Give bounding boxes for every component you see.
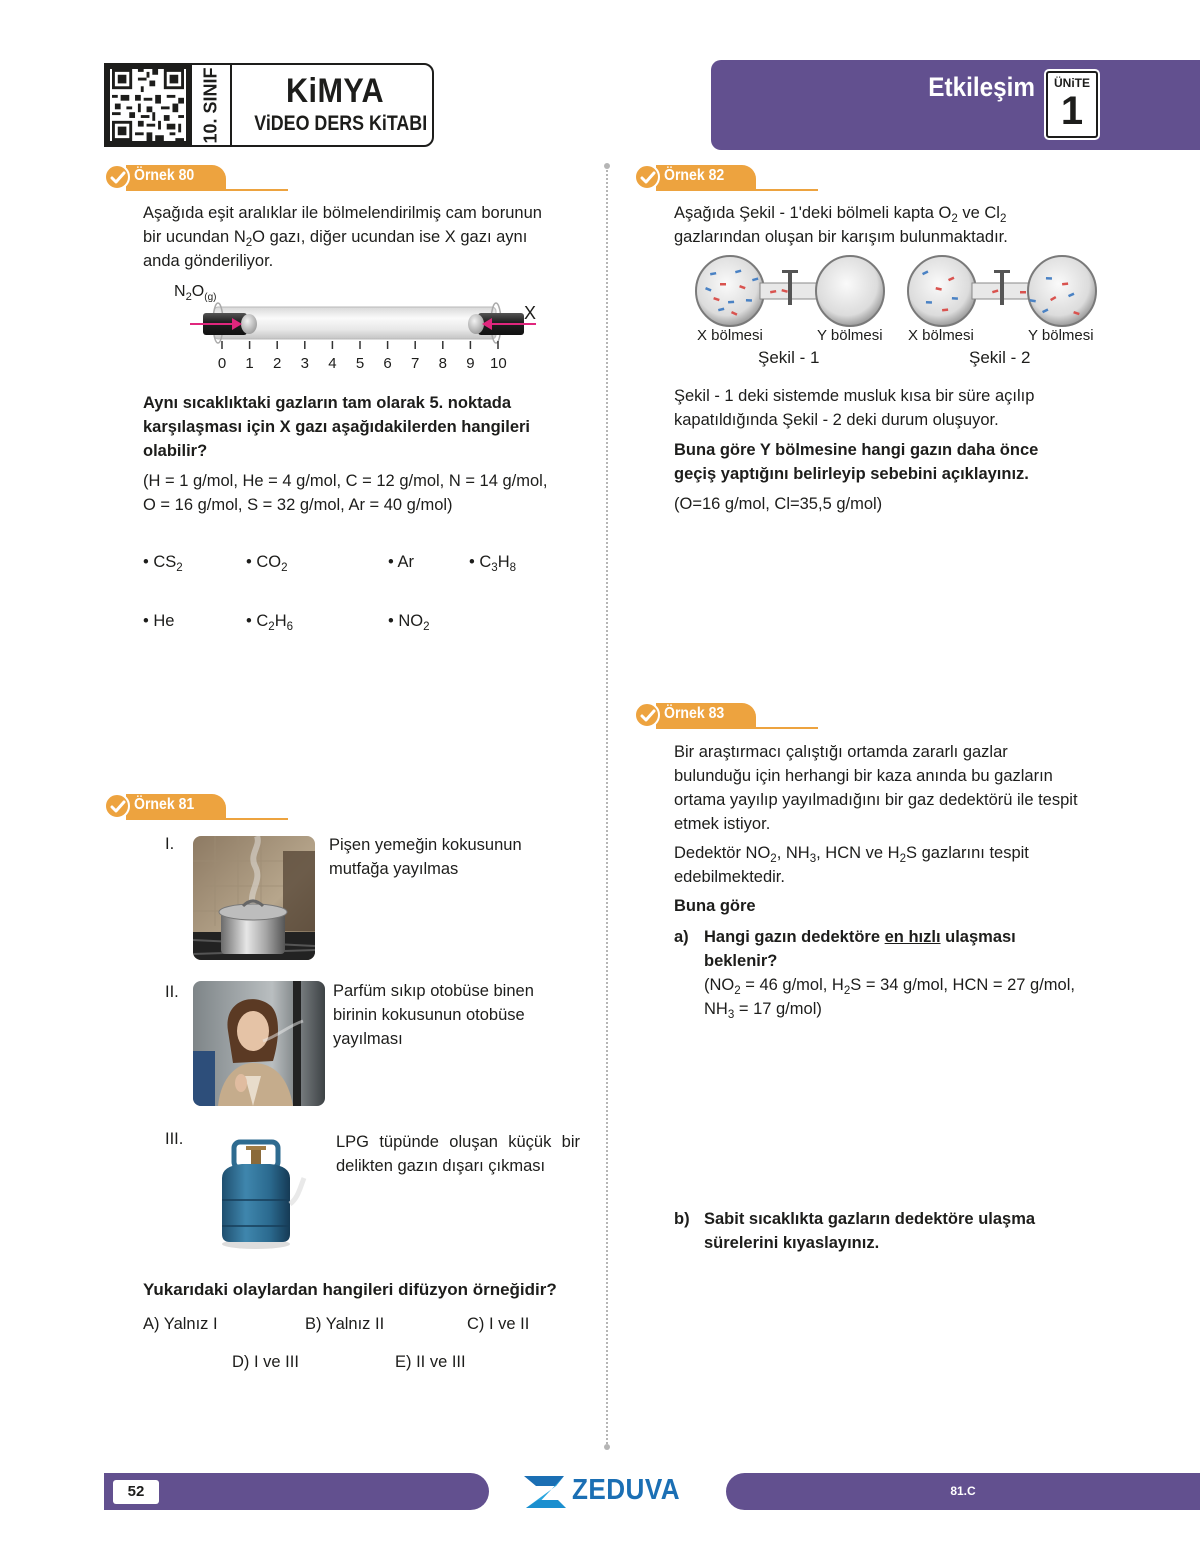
tick-label: 8: [438, 355, 447, 372]
example-83-paragraph2: [674, 841, 1124, 889]
grade-text: 10. SINIF: [200, 67, 221, 144]
example-81-tag: [104, 794, 294, 820]
fig2-caption: Şekil - 2: [969, 348, 1031, 367]
tick-label: 0: [217, 355, 227, 372]
question-b-line: Sabit sıcaklıkta gazların dedektöre ulaşma: [704, 1210, 1036, 1228]
item-numeral: III.: [165, 1130, 184, 1148]
lpg-cylinder-image: [212, 1138, 308, 1250]
example-label: Örnek 83: [664, 705, 725, 722]
example-label: Örnek 80: [134, 167, 195, 184]
item-text-line: yayılması: [333, 1030, 403, 1048]
title-separator: [230, 63, 232, 147]
paragraph-line: edebilmektedir.: [674, 868, 785, 886]
tick-label: 4: [328, 355, 337, 372]
divider-dot-top: [604, 163, 610, 169]
intro-line: bir ucundan $N_2O$ gazı, diğer ucundan ise X gazı aynı: [143, 228, 528, 249]
gas-molecule: [746, 299, 752, 302]
item-text-line: Pişen yemeğin kokusunun: [329, 836, 522, 854]
question-a: [704, 925, 1124, 1021]
left-gas-label: $N_2O_{(g)}$: [174, 283, 217, 303]
glass-tube-diagram: [170, 283, 550, 375]
gas-molecule: [952, 297, 958, 300]
tick-label: 10: [490, 355, 507, 372]
question-a-masses: $NH_3 = 17$ g/mol): [704, 1000, 822, 1021]
brand-name: ZEDUVA: [572, 1474, 681, 1506]
tag-underline: [656, 727, 818, 729]
tick-label: 9: [466, 355, 475, 372]
item-numeral: I.: [165, 835, 175, 853]
answer-key: 81.C: [950, 1484, 976, 1498]
check-icon: [634, 164, 660, 190]
choice-a[interactable]: A) Yalnız I: [143, 1315, 218, 1333]
paragraph-line: bulunduğu için herhangi bir kaza anında bu gazların: [674, 767, 1053, 785]
choice-e[interactable]: E) II ve III: [395, 1353, 466, 1371]
right-gas-label: X: [524, 303, 537, 323]
paragraph-line: etmek istiyor.: [674, 815, 771, 833]
intro-line: Aşağıda Şekil - 1'deki bölmeli kapta $O_2$ ve $Cl_2$: [674, 204, 1007, 225]
gas-option: • $CO_2$: [246, 553, 288, 574]
example-83-tag: [634, 703, 824, 729]
gas-molecule: [728, 301, 734, 304]
gas-option: • $CS_2$: [143, 553, 183, 574]
intro-line: anda gönderiliyor.: [143, 252, 274, 270]
item-text-line: Parfüm sıkıp otobüse binen: [333, 982, 534, 1000]
column-divider: [606, 165, 608, 1448]
gas-option: • $C_2H_6$: [246, 612, 294, 633]
flask-figures: [690, 253, 1100, 329]
fig2-x-label: X bölmesi: [908, 327, 974, 344]
choice-d[interactable]: D) I ve III: [232, 1353, 299, 1371]
tag-underline: [126, 189, 288, 191]
item-1-text: [329, 833, 559, 881]
tick-label: 3: [300, 355, 309, 372]
example-label: Örnek 81: [134, 796, 195, 813]
item-text-line: mutfağa yayılmas: [329, 860, 459, 878]
intro-line: gazlarından oluşan bir karışım bulunmaktadır.: [674, 228, 1008, 246]
footer-left-bar: [104, 1473, 489, 1510]
item-3-text: [336, 1130, 580, 1178]
gas-molecule: [720, 283, 726, 286]
question-line: Buna göre Y bölmesine hangi gazın daha önce: [674, 441, 1039, 459]
gas-option: • Ar: [388, 553, 414, 571]
gas-molecule: [1020, 291, 1026, 294]
book-title: KiMYA: [285, 72, 385, 110]
question-a-line: beklenir?: [704, 952, 778, 970]
question-b-line: sürelerini kıyaslayınız.: [704, 1234, 880, 1252]
check-icon: [104, 793, 130, 819]
fig1-x-label: X bölmesi: [697, 327, 763, 344]
tag-underline: [126, 818, 288, 820]
item-2-text: [333, 979, 573, 1051]
gas-molecule: [926, 301, 932, 304]
example-80-question: [143, 391, 593, 463]
masses-line: O = 16 g/mol, S = 32 g/mol, Ar = 40 g/mol): [143, 496, 453, 514]
tick-label: 7: [411, 355, 420, 372]
body-line: kapatıldığında Şekil - 2 deki durum oluşuyor.: [674, 411, 999, 429]
check-icon: [634, 702, 660, 728]
paragraph-line: Bir araştırmacı çalıştığı ortamda zararlı gazlar: [674, 743, 1008, 761]
gas-molecule: [1046, 277, 1052, 280]
item-text-line: delikten gazın dışarı çıkması: [336, 1157, 546, 1175]
example-82-body: [674, 384, 1114, 432]
question-a-label: a): [674, 928, 689, 946]
paragraph-line: Dedektör $NO_2$, $NH_3$, HCN ve $H_2S$ gazlarını tespit: [674, 844, 1029, 865]
fig1-caption: Şekil - 1: [758, 348, 820, 367]
cooking-pot-image: [193, 836, 315, 960]
gas-option: • $NO_2$: [388, 612, 430, 633]
body-line: Şekil - 1 deki sistemde musluk kısa bir süre açılıp: [674, 387, 1035, 405]
unit-badge: [1046, 71, 1098, 138]
example-83-lead: Buna göre: [674, 897, 756, 915]
tick-label: 5: [355, 355, 365, 372]
item-text-line: birinin kokusunun otobüse: [333, 1006, 525, 1024]
unit-label: ÜNiTE: [1054, 76, 1090, 90]
page-number: 52: [113, 1480, 159, 1504]
gas-option: • He: [143, 612, 175, 630]
example-82-intro: [674, 201, 1114, 249]
question-a-masses: ($NO_2 = 46$ g/mol, $H_2S = 34$ g/mol, HCN = 27 g/mol,: [704, 976, 1075, 997]
intro-line: Aşağıda eşit aralıklar ile bölmelendirilmiş cam borunun: [143, 204, 542, 222]
masses-line: (H = 1 g/mol, He = 4 g/mol, C = 12 g/mol, N = 14 g/mol,: [143, 472, 548, 490]
fig1-y-label: Y bölmesi: [817, 327, 883, 344]
qr-code-icon: [110, 69, 186, 141]
qr-code[interactable]: [104, 63, 192, 147]
tick-label: 6: [383, 355, 392, 372]
example-82-question: [674, 438, 1114, 486]
question-a-line: Hangi gazın dedektöre en hızlı ulaşması: [704, 928, 1016, 946]
check-icon: [104, 164, 130, 190]
fig2-y-label: Y bölmesi: [1028, 327, 1094, 344]
question-line: karşılaşması için X gazı aşağıdakilerden hangileri: [143, 418, 531, 436]
unit-number: 1: [1060, 89, 1084, 133]
grade-label: [196, 67, 226, 144]
paragraph-line: ortama yayılıp yayılmadığını bir gaz dedektörü ile tespit: [674, 791, 1078, 809]
example-80-masses: [143, 469, 593, 517]
question-b-label: b): [674, 1210, 690, 1228]
example-83-paragraph1: [674, 740, 1124, 836]
perfume-bus-image: [193, 981, 325, 1106]
unit-title: Etkileşim: [928, 72, 1035, 102]
gas-option: • $C_3H_8$: [469, 553, 517, 574]
choice-c[interactable]: C) I ve II: [467, 1315, 530, 1333]
example-80-intro: [143, 201, 593, 273]
item-numeral: II.: [165, 983, 179, 1001]
question-line: Aynı sıcaklıktaki gazların tam olarak 5. noktada: [143, 394, 512, 412]
example-82-masses: (O=16 g/mol, Cl=35,5 g/mol): [674, 495, 883, 513]
divider-dot-bottom: [604, 1444, 610, 1450]
item-text-line: LPG tüpünde oluşan küçük bir: [336, 1133, 580, 1151]
tick-label: 1: [245, 355, 254, 372]
tag-underline: [656, 189, 818, 191]
choice-b[interactable]: B) Yalnız II: [305, 1315, 385, 1333]
example-80-tag: [104, 165, 294, 191]
book-subtitle: ViDEO DERS KiTABI: [254, 112, 428, 135]
example-81-question: Yukarıdaki olaylardan hangileri difüzyon örneğidir?: [143, 1280, 557, 1299]
example-label: Örnek 82: [664, 167, 725, 184]
example-82-tag: [634, 165, 824, 191]
question-b: [704, 1207, 1124, 1255]
question-line: geçiş yaptığını belirleyip sebebini açıklayınız.: [674, 465, 1029, 483]
question-line: olabilir?: [143, 442, 208, 460]
tick-label: 2: [273, 355, 282, 372]
